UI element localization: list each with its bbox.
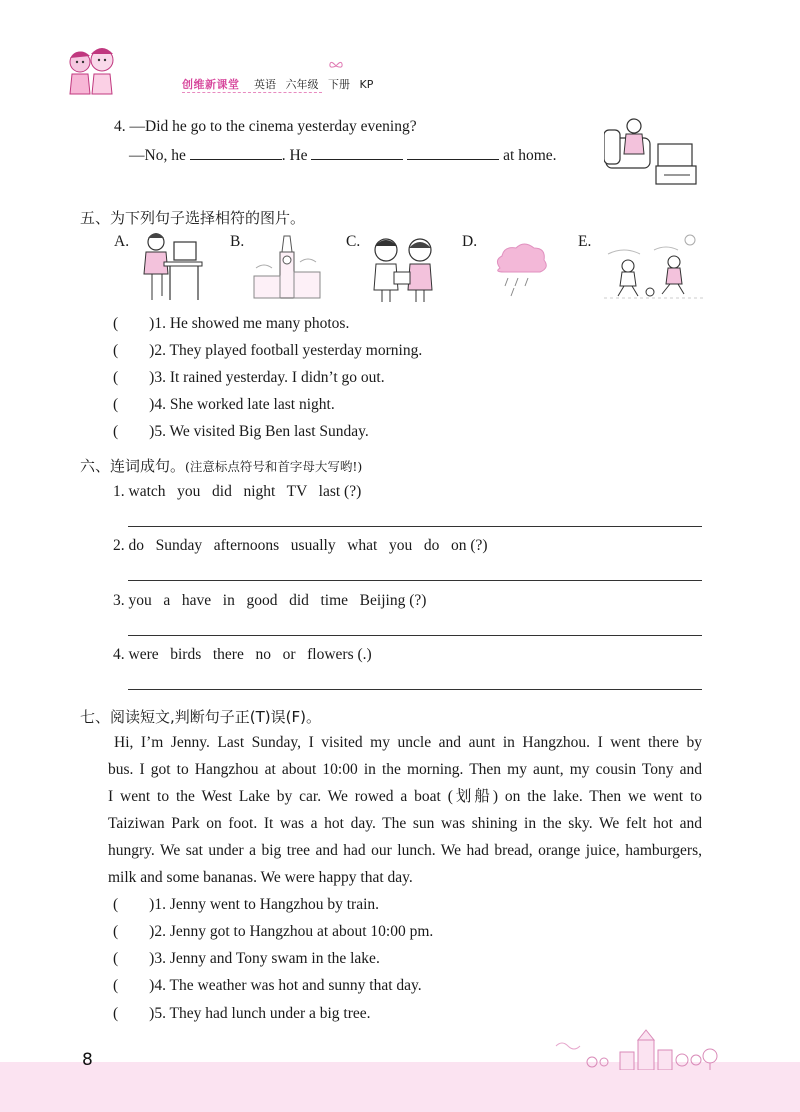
s6-answer-line-4[interactable] [128, 689, 702, 690]
castle-decoration-icon [552, 1026, 722, 1070]
section6-title [80, 455, 362, 476]
q4-blank-2[interactable] [311, 146, 403, 160]
s5-item-4: ( )4. She worked late last night. [113, 396, 335, 413]
q4-answer-start: —No, he [129, 147, 186, 164]
section5-title: 五、为下列句子选择相符的图片。 [80, 209, 306, 227]
section6-title-text: 六、连词成句。 [80, 457, 186, 475]
s7-item-2: ( )2. Jenny got to Hangzhou at about 10:00 pm. [113, 923, 434, 940]
s5-item-5: ( )5. We visited Big Ben last Sunday. [113, 423, 369, 440]
big-ben-illustration [250, 232, 324, 302]
cartoon-kids-logo-icon [64, 40, 124, 100]
rain-cloud-illustration [490, 238, 550, 298]
s5-item-3: ( )3. It rained yesterday. I didn’t go out. [113, 369, 385, 386]
passage-line-4: Taiziwan Park on foot. It was a hot day. The sun was shining in the sky. We felt hot and [108, 815, 702, 832]
reading-passage [108, 729, 702, 891]
pic-label-a: A. [114, 233, 130, 250]
s7-item-3: ( )3. Jenny and Tony swam in the lake. [113, 950, 380, 967]
edition: KP [359, 78, 374, 91]
grade: 六年级 [285, 78, 319, 91]
boy-watching-tv-illustration [604, 114, 700, 186]
header-divider [182, 92, 322, 93]
volume: 下册 [328, 78, 350, 91]
butterfly-icon [329, 60, 343, 72]
brand-title: 创维新课堂 [182, 78, 240, 91]
playing-football-illustration [604, 232, 704, 300]
q4-answer-end: at home. [503, 147, 557, 164]
passage-line-1: Hi, I’m Jenny. Last Sunday, I visited my uncle and aunt in Hangzhou. I went there by [114, 734, 702, 751]
q4-answer-mid: . He [281, 147, 308, 164]
s7-item-4: ( )4. The weather was hot and sunny that day. [113, 977, 422, 994]
s5-item-1: ( )1. He showed me many photos. [113, 315, 350, 332]
pic-label-c: C. [346, 233, 361, 250]
q4-question: 4. —Did he go to the cinema yesterday evening? [114, 118, 417, 135]
showing-photos-illustration [366, 236, 442, 304]
s6-answer-line-2[interactable] [128, 580, 702, 581]
pic-label-e: E. [578, 233, 592, 250]
s6-item-2: 2. do Sunday afternoons usually what you do on (?) [113, 537, 488, 554]
s6-item-4: 4. were birds there no or flowers (.) [113, 646, 372, 663]
q4-blank-1[interactable] [190, 146, 282, 160]
section6-note: (注意标点符号和首字母大写哟!) [185, 459, 363, 474]
girl-working-at-desk-illustration [134, 226, 206, 302]
page-number: 8 [82, 1050, 93, 1070]
pic-label-d: D. [462, 233, 478, 250]
book-info [254, 76, 379, 92]
s5-item-2: ( )2. They played football yesterday morning. [113, 342, 423, 359]
s6-item-1: 1. watch you did night TV last (?) [113, 483, 362, 500]
subject: 英语 [254, 78, 276, 91]
s6-item-3: 3. you a have in good did time Beijing (?) [113, 592, 427, 609]
s6-answer-line-1[interactable] [128, 526, 702, 527]
passage-line-3: I went to the West Lake by car. We rowed a boat (划船) on the lake. Then we went to [108, 788, 702, 805]
s7-item-5: ( )5. They had lunch under a big tree. [113, 1005, 371, 1022]
q4-answer-line [129, 146, 557, 164]
passage-line-5: hungry. We sat under a big tree and had our lunch. We had bread, orange juice, hamburgers, [108, 842, 702, 859]
pic-label-b: B. [230, 233, 245, 250]
s6-answer-line-3[interactable] [128, 635, 702, 636]
s7-item-1: ( )1. Jenny went to Hangzhou by train. [113, 896, 380, 913]
q4-blank-3[interactable] [407, 146, 499, 160]
section7-title: 七、阅读短文,判断句子正(T)误(F)。 [80, 708, 321, 726]
passage-line-6: milk and some bananas. We were happy that day. [108, 869, 413, 886]
passage-line-2: bus. I got to Hangzhou at about 10:00 in the morning. Then my aunt, my cousin Tony and [108, 761, 702, 778]
